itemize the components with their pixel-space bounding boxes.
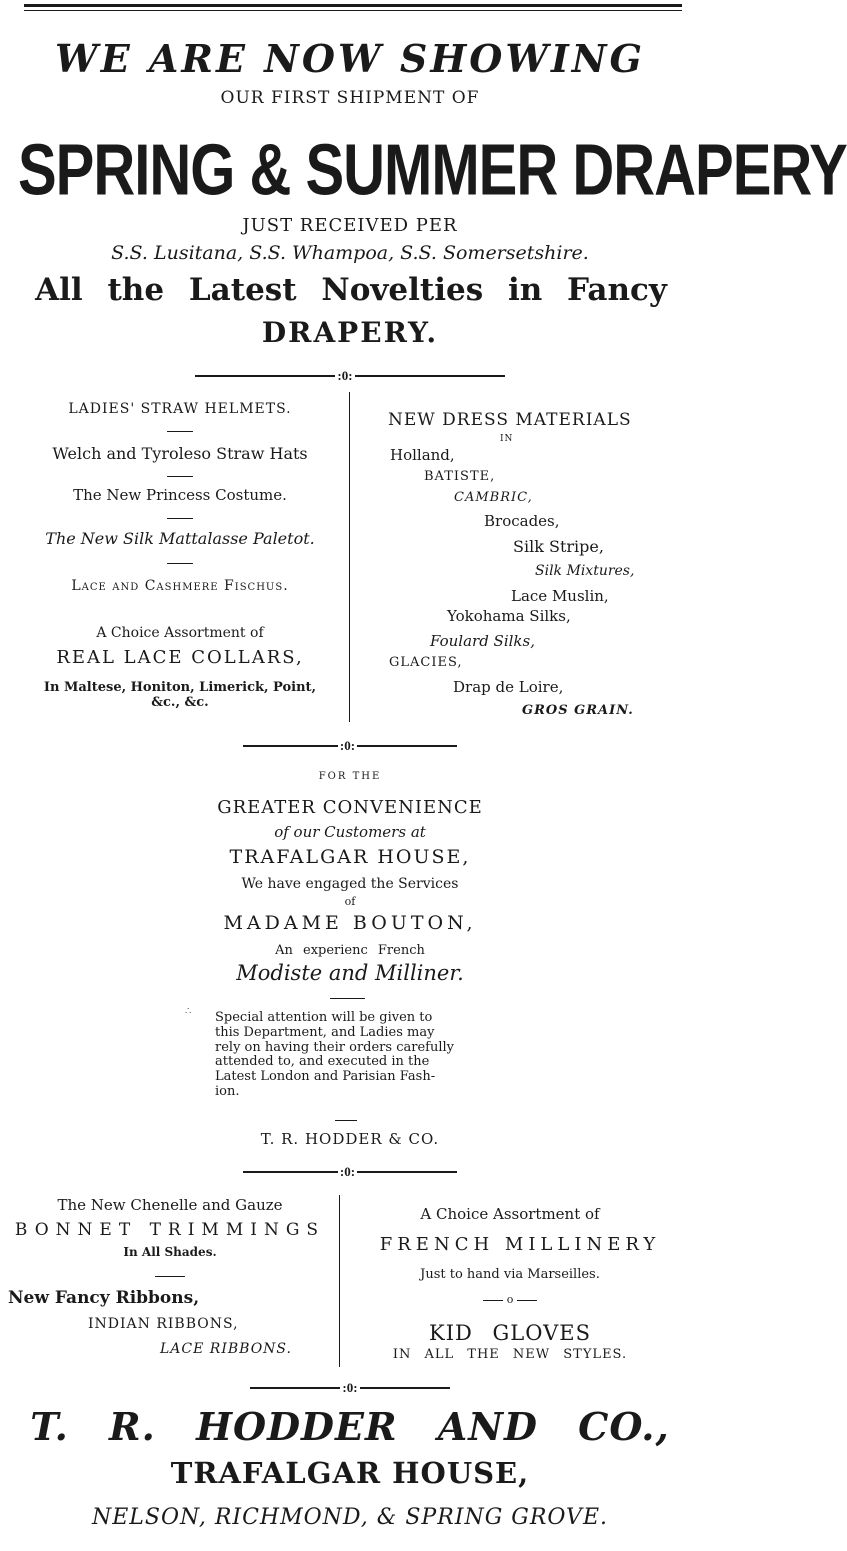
right-item-foulard: Foulard Silks, bbox=[430, 632, 535, 650]
left-item-5: Lace and Cashmere Fischus. bbox=[71, 578, 289, 594]
conv-l9: Modiste and Milliner. bbox=[236, 961, 464, 985]
separator-3: :0: bbox=[0, 1163, 700, 1180]
right-item-brocades: Brocades, bbox=[484, 512, 560, 530]
right-title: NEW DRESS MATERIALS bbox=[388, 410, 632, 430]
conv-divider-2 bbox=[335, 1120, 357, 1121]
right-item-yokohama: Yokohama Silks, bbox=[447, 607, 571, 625]
left-divider-2 bbox=[167, 476, 193, 477]
left-item-6b: REAL LACE COLLARS, bbox=[56, 647, 304, 668]
conv-l6: of bbox=[344, 895, 356, 908]
left-item-2: Welch and Tyroleso Straw Hats bbox=[52, 444, 308, 463]
header-line-6: All the Latest Novelties in Fancy bbox=[35, 272, 667, 308]
conv-l8: An experienc French bbox=[275, 943, 425, 958]
conv-l4: TRAFALGAR HOUSE, bbox=[229, 846, 471, 868]
right-item-drap: Drap de Loire, bbox=[453, 678, 564, 696]
conv-glyph: ∴ bbox=[185, 1006, 192, 1017]
right-item-holland: Holland, bbox=[390, 446, 455, 464]
header-main-title: SPRING & SUMMER DRAPERY bbox=[18, 129, 847, 211]
br-mark: o bbox=[340, 1293, 680, 1306]
br-l1: A Choice Assortment of bbox=[420, 1205, 600, 1223]
br-l5: IN ALL THE NEW STYLES. bbox=[392, 1347, 628, 1362]
footer-l1: T. R. HODDER AND CO., bbox=[30, 1404, 670, 1449]
conv-l7: MADAME BOUTON, bbox=[223, 912, 477, 934]
conv-para: Special attention will be given to this Department, and Ladies may rely on having their orders carefully attended to, and executed in the Latest London and Parisian Fash- ion. bbox=[215, 1010, 454, 1099]
br-l2: FRENCH MILLINERY bbox=[379, 1234, 661, 1255]
bl-divider bbox=[155, 1276, 185, 1277]
right-in: IN bbox=[500, 434, 514, 444]
left-item-1: LADIES' STRAW HELMETS. bbox=[68, 401, 292, 417]
right-item-batiste: BATISTE, bbox=[424, 469, 496, 484]
conv-l2: GREATER CONVENIENCE bbox=[217, 797, 483, 818]
right-item-lace-muslin: Lace Muslin, bbox=[511, 587, 609, 605]
header-line-2: OUR FIRST SHIPMENT OF bbox=[220, 88, 480, 108]
br-l3: Just to hand via Marseilles. bbox=[420, 1267, 600, 1282]
conv-l3: of our Customers at bbox=[274, 823, 426, 841]
header-line-7: DRAPERY. bbox=[261, 316, 439, 349]
conv-l5: We have engaged the Services bbox=[241, 876, 459, 892]
conv-signature: T. R. HODDER & CO. bbox=[260, 1130, 440, 1148]
separator-2: :0: bbox=[0, 737, 700, 754]
header-line-1: WE ARE NOW SHOWING bbox=[55, 36, 645, 81]
separator-1: :0: bbox=[0, 367, 700, 384]
left-divider-4 bbox=[167, 563, 193, 564]
left-item-4: The New Silk Mattalasse Paletot. bbox=[45, 529, 315, 548]
right-item-cambric: CAMBRIC, bbox=[454, 490, 533, 505]
top-border-thin bbox=[24, 10, 682, 11]
footer-l3: NELSON, RICHMOND, & SPRING GROVE. bbox=[91, 1505, 609, 1530]
left-item-6d: &c., &c. bbox=[151, 695, 209, 710]
bl-l1: The New Chenelle and Gauze bbox=[57, 1196, 283, 1214]
right-item-gros-grain: GROS GRAIN. bbox=[522, 703, 634, 718]
conv-l1: FOR THE bbox=[318, 771, 382, 782]
br-l4: KID GLOVES bbox=[429, 1321, 591, 1345]
column-divider-upper bbox=[349, 392, 350, 722]
top-border bbox=[24, 4, 682, 7]
footer-l2: TRAFALGAR HOUSE, bbox=[170, 1456, 530, 1490]
bl-l6: LACE RIBBONS. bbox=[160, 1341, 292, 1357]
bl-l2: BONNET TRIMMINGS bbox=[14, 1220, 326, 1240]
bl-l4: New Fancy Ribbons, bbox=[8, 1288, 200, 1308]
bl-l5: INDIAN RIBBONS, bbox=[88, 1316, 239, 1332]
header-ships: S.S. Lusitana, S.S. Whampoa, S.S. Somersetshire. bbox=[111, 242, 589, 264]
left-item-6c: In Maltese, Honiton, Limerick, Point, bbox=[43, 680, 317, 695]
right-item-silk-stripe: Silk Stripe, bbox=[513, 537, 604, 556]
bl-l3: In All Shades. bbox=[123, 1245, 217, 1259]
left-divider-3 bbox=[167, 518, 193, 519]
right-item-glacies: GLACIES, bbox=[389, 655, 463, 670]
right-item-silk-mixtures: Silk Mixtures, bbox=[535, 563, 635, 579]
left-item-3: The New Princess Costume. bbox=[73, 486, 287, 504]
separator-4: :0: bbox=[0, 1379, 700, 1396]
conv-divider bbox=[330, 998, 365, 999]
left-item-6a: A Choice Assortment of bbox=[96, 625, 264, 641]
header-line-4: JUST RECEIVED PER bbox=[242, 215, 458, 236]
left-divider-1 bbox=[167, 431, 193, 432]
